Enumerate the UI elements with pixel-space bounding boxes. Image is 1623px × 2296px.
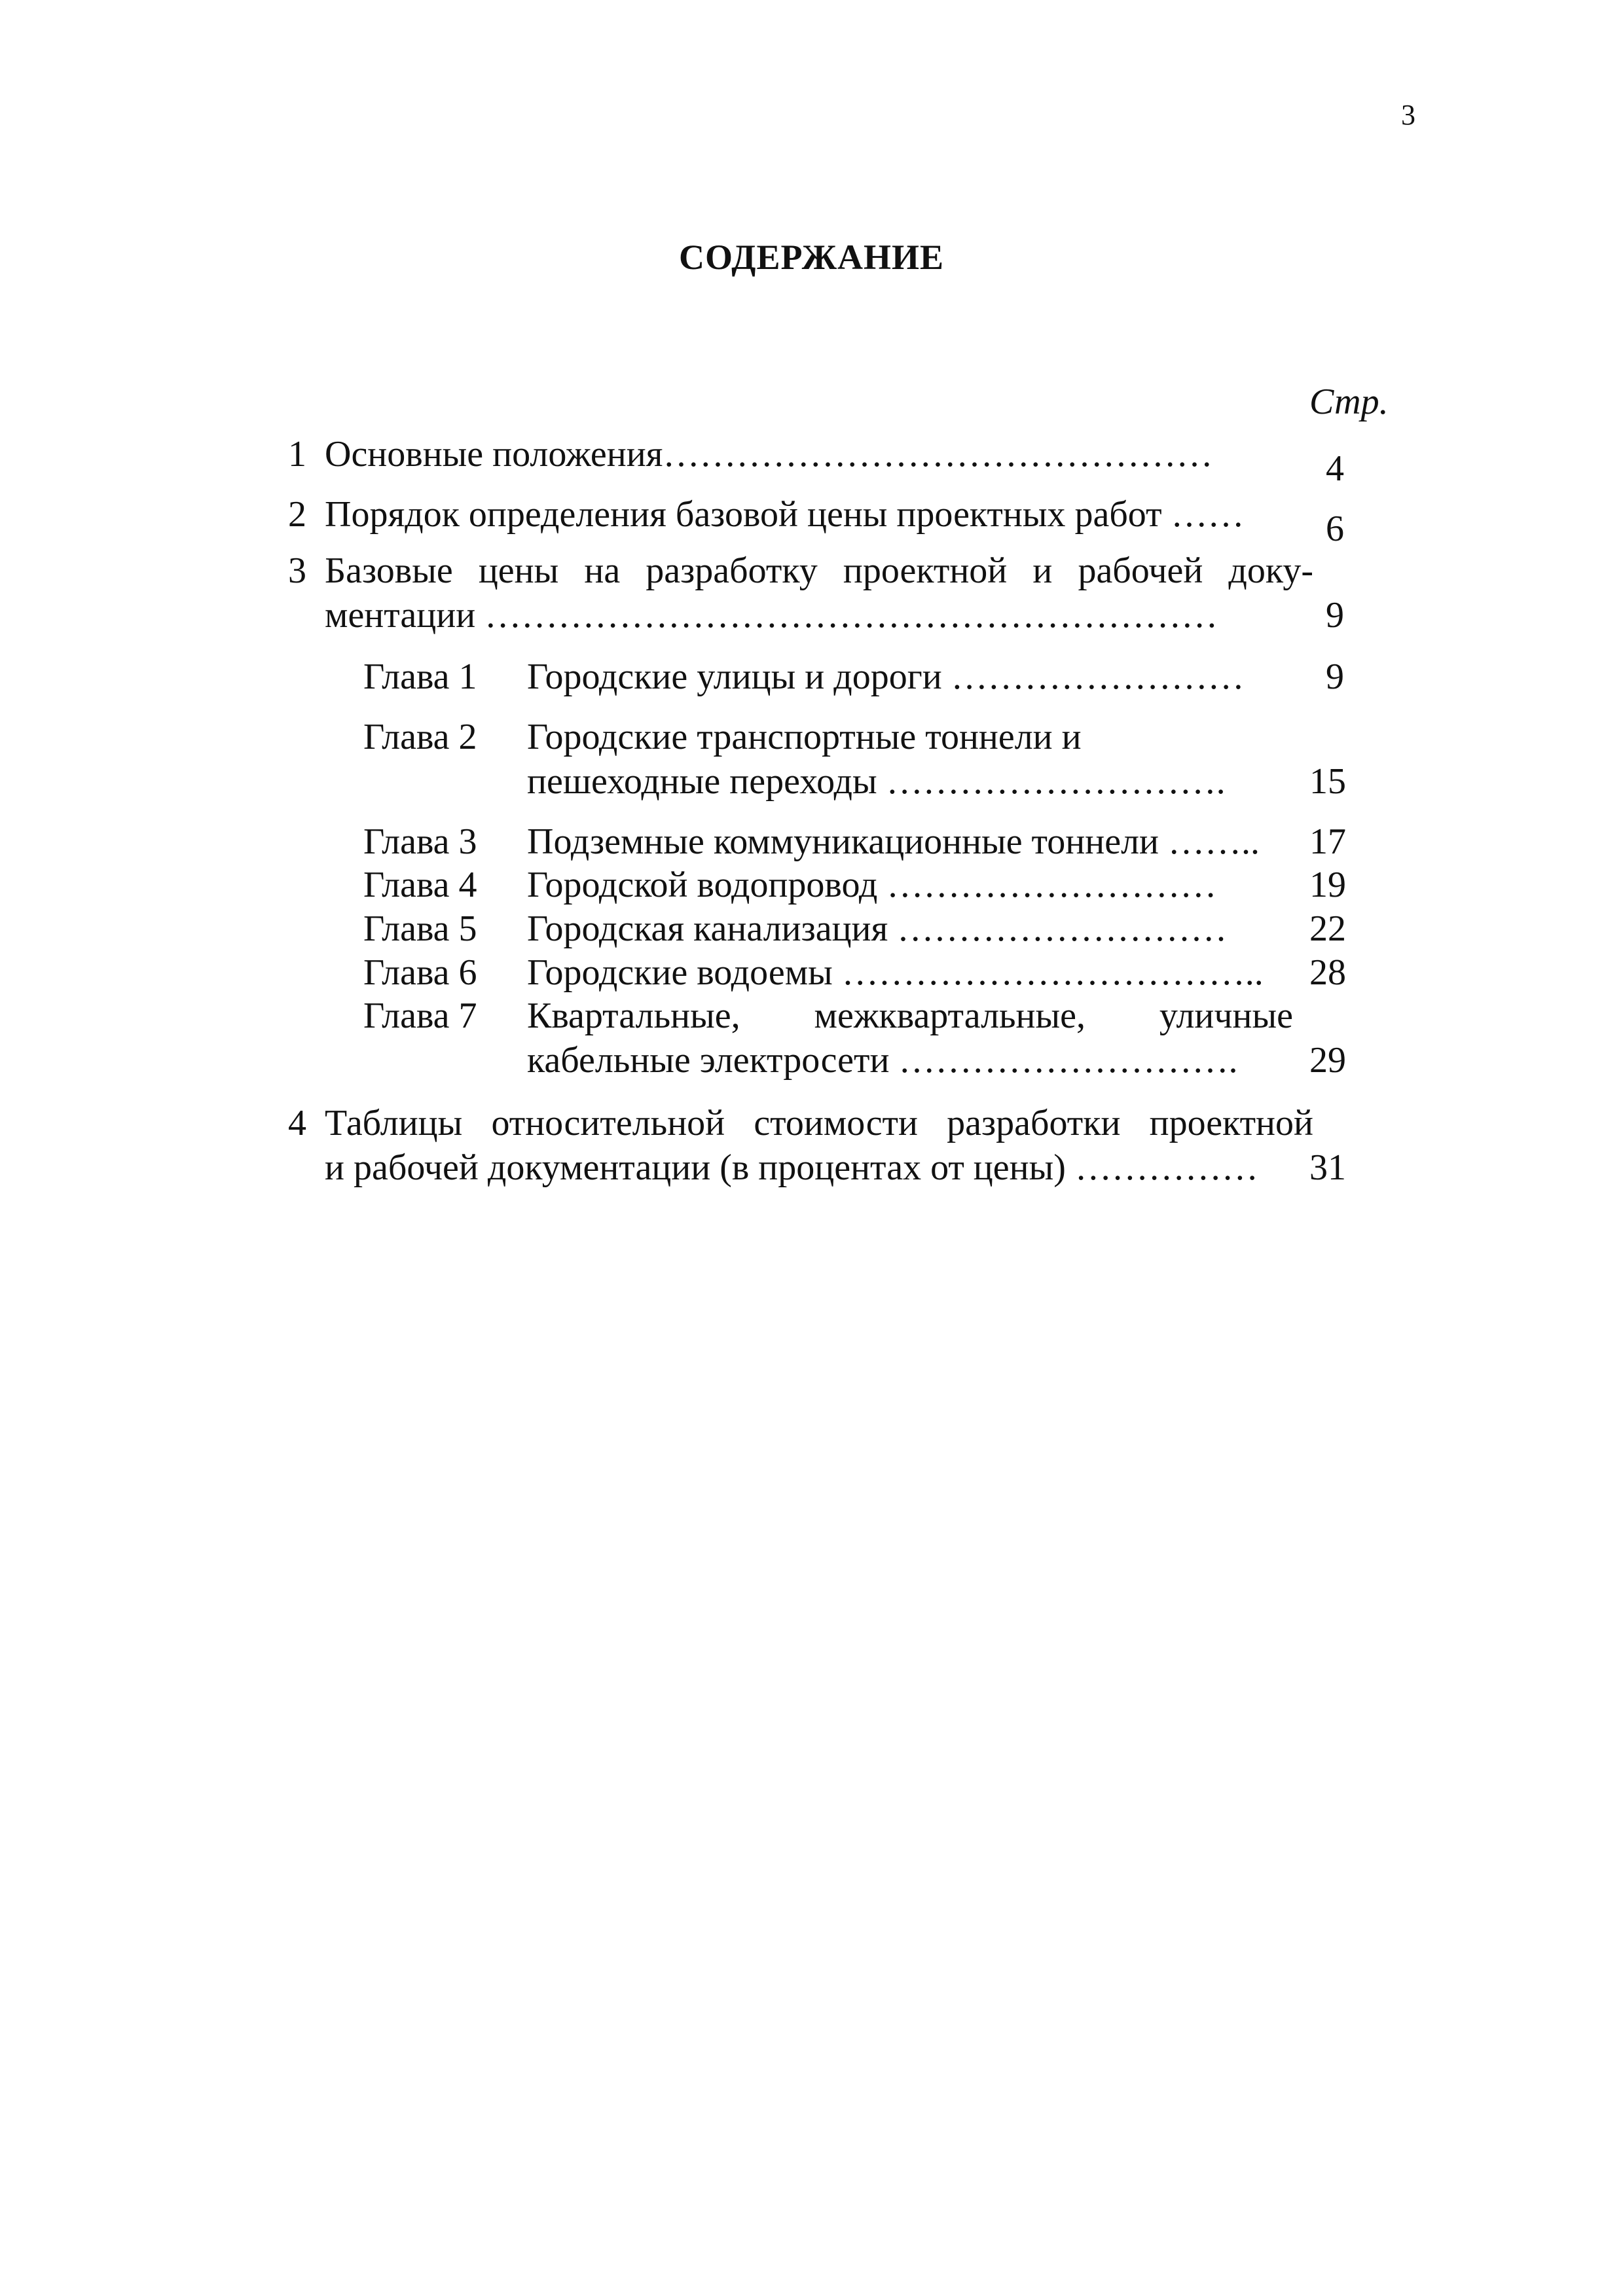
chapter-page: 29	[1309, 1040, 1346, 1081]
chapter-page: 19	[1309, 865, 1346, 905]
toc-chapter-3[interactable]	[363, 819, 1372, 865]
toc-chapter-1[interactable]	[363, 655, 1372, 700]
toc-chapter-2[interactable]	[363, 715, 1372, 806]
toc-title: СОДЕРЖАНИЕ	[679, 238, 944, 277]
toc-entry-text-line2: и рабочей документации (в процентах от цены) ……………	[325, 1147, 1258, 1188]
toc-entry-text: Порядок определения базовой цены проектных работ ……	[325, 494, 1245, 535]
toc-entry-page: 6	[1326, 509, 1344, 549]
toc-entry-text: Основные положения………………………………………	[325, 434, 1213, 475]
chapter-title-line2: кабельные электросети ……………………….	[527, 1040, 1238, 1081]
toc-entry-number: 2	[288, 494, 306, 535]
chapter-title-line1: Городской водопровод ………………………	[527, 865, 1217, 905]
chapter-page: 17	[1309, 821, 1346, 862]
toc-entry-number: 1	[288, 434, 306, 475]
toc-chapter-6[interactable]	[363, 950, 1372, 996]
toc-entry-page: 4	[1326, 448, 1344, 489]
toc-chapter-5[interactable]	[363, 906, 1372, 952]
toc-entry-2[interactable]	[288, 492, 1362, 558]
chapter-title-line1: Городские улицы и дороги ……………………	[527, 656, 1245, 697]
toc-chapter-7[interactable]	[363, 994, 1372, 1085]
chapter-title-line1: Подземные коммуникационные тоннели ……..	[527, 821, 1260, 862]
toc-chapter-4[interactable]	[363, 863, 1372, 908]
chapter-title-line1: Городские транспортные тоннели и	[527, 717, 1082, 757]
chapter-page: 15	[1309, 761, 1346, 802]
toc-entry-page: 9	[1326, 595, 1344, 636]
toc-entry-page: 31	[1309, 1147, 1346, 1188]
chapter-title-line1: Городские водоемы ……………………………..	[527, 952, 1264, 993]
toc-entry-text-line1: Таблицы относительной стоимости разработки проектной	[325, 1103, 1313, 1143]
toc-entry-number: 4	[288, 1103, 306, 1143]
chapter-page: 28	[1309, 952, 1346, 993]
chapter-label: Глава 5	[363, 908, 477, 949]
pages-column-header: Стр.	[1309, 382, 1389, 422]
chapter-label: Глава 1	[363, 656, 477, 697]
toc-entry-text-line2: ментации ……………………………………………………	[325, 595, 1218, 636]
chapter-page: 9	[1326, 656, 1344, 697]
chapter-title-line2: пешеходные переходы ……………………….	[527, 761, 1226, 802]
toc-entry-1[interactable]	[288, 432, 1362, 497]
chapter-label: Глава 7	[363, 996, 477, 1036]
toc-entry-3[interactable]	[288, 548, 1362, 640]
chapter-page: 22	[1309, 908, 1346, 949]
toc-entry-number: 3	[288, 550, 306, 591]
toc-entry-4[interactable]	[288, 1101, 1362, 1193]
page-number: 3	[1401, 99, 1415, 131]
chapter-label: Глава 6	[363, 952, 477, 993]
chapter-label: Глава 4	[363, 865, 477, 905]
toc-entry-text-line1: Базовые цены на разработку проектной и рабочей доку-	[325, 550, 1313, 591]
chapter-title-line1: Городская канализация ………………………	[527, 908, 1228, 949]
chapter-label: Глава 3	[363, 821, 477, 862]
chapter-label: Глава 2	[363, 717, 477, 757]
chapter-title-line1: Квартальные, межквартальные, уличные	[527, 996, 1293, 1036]
